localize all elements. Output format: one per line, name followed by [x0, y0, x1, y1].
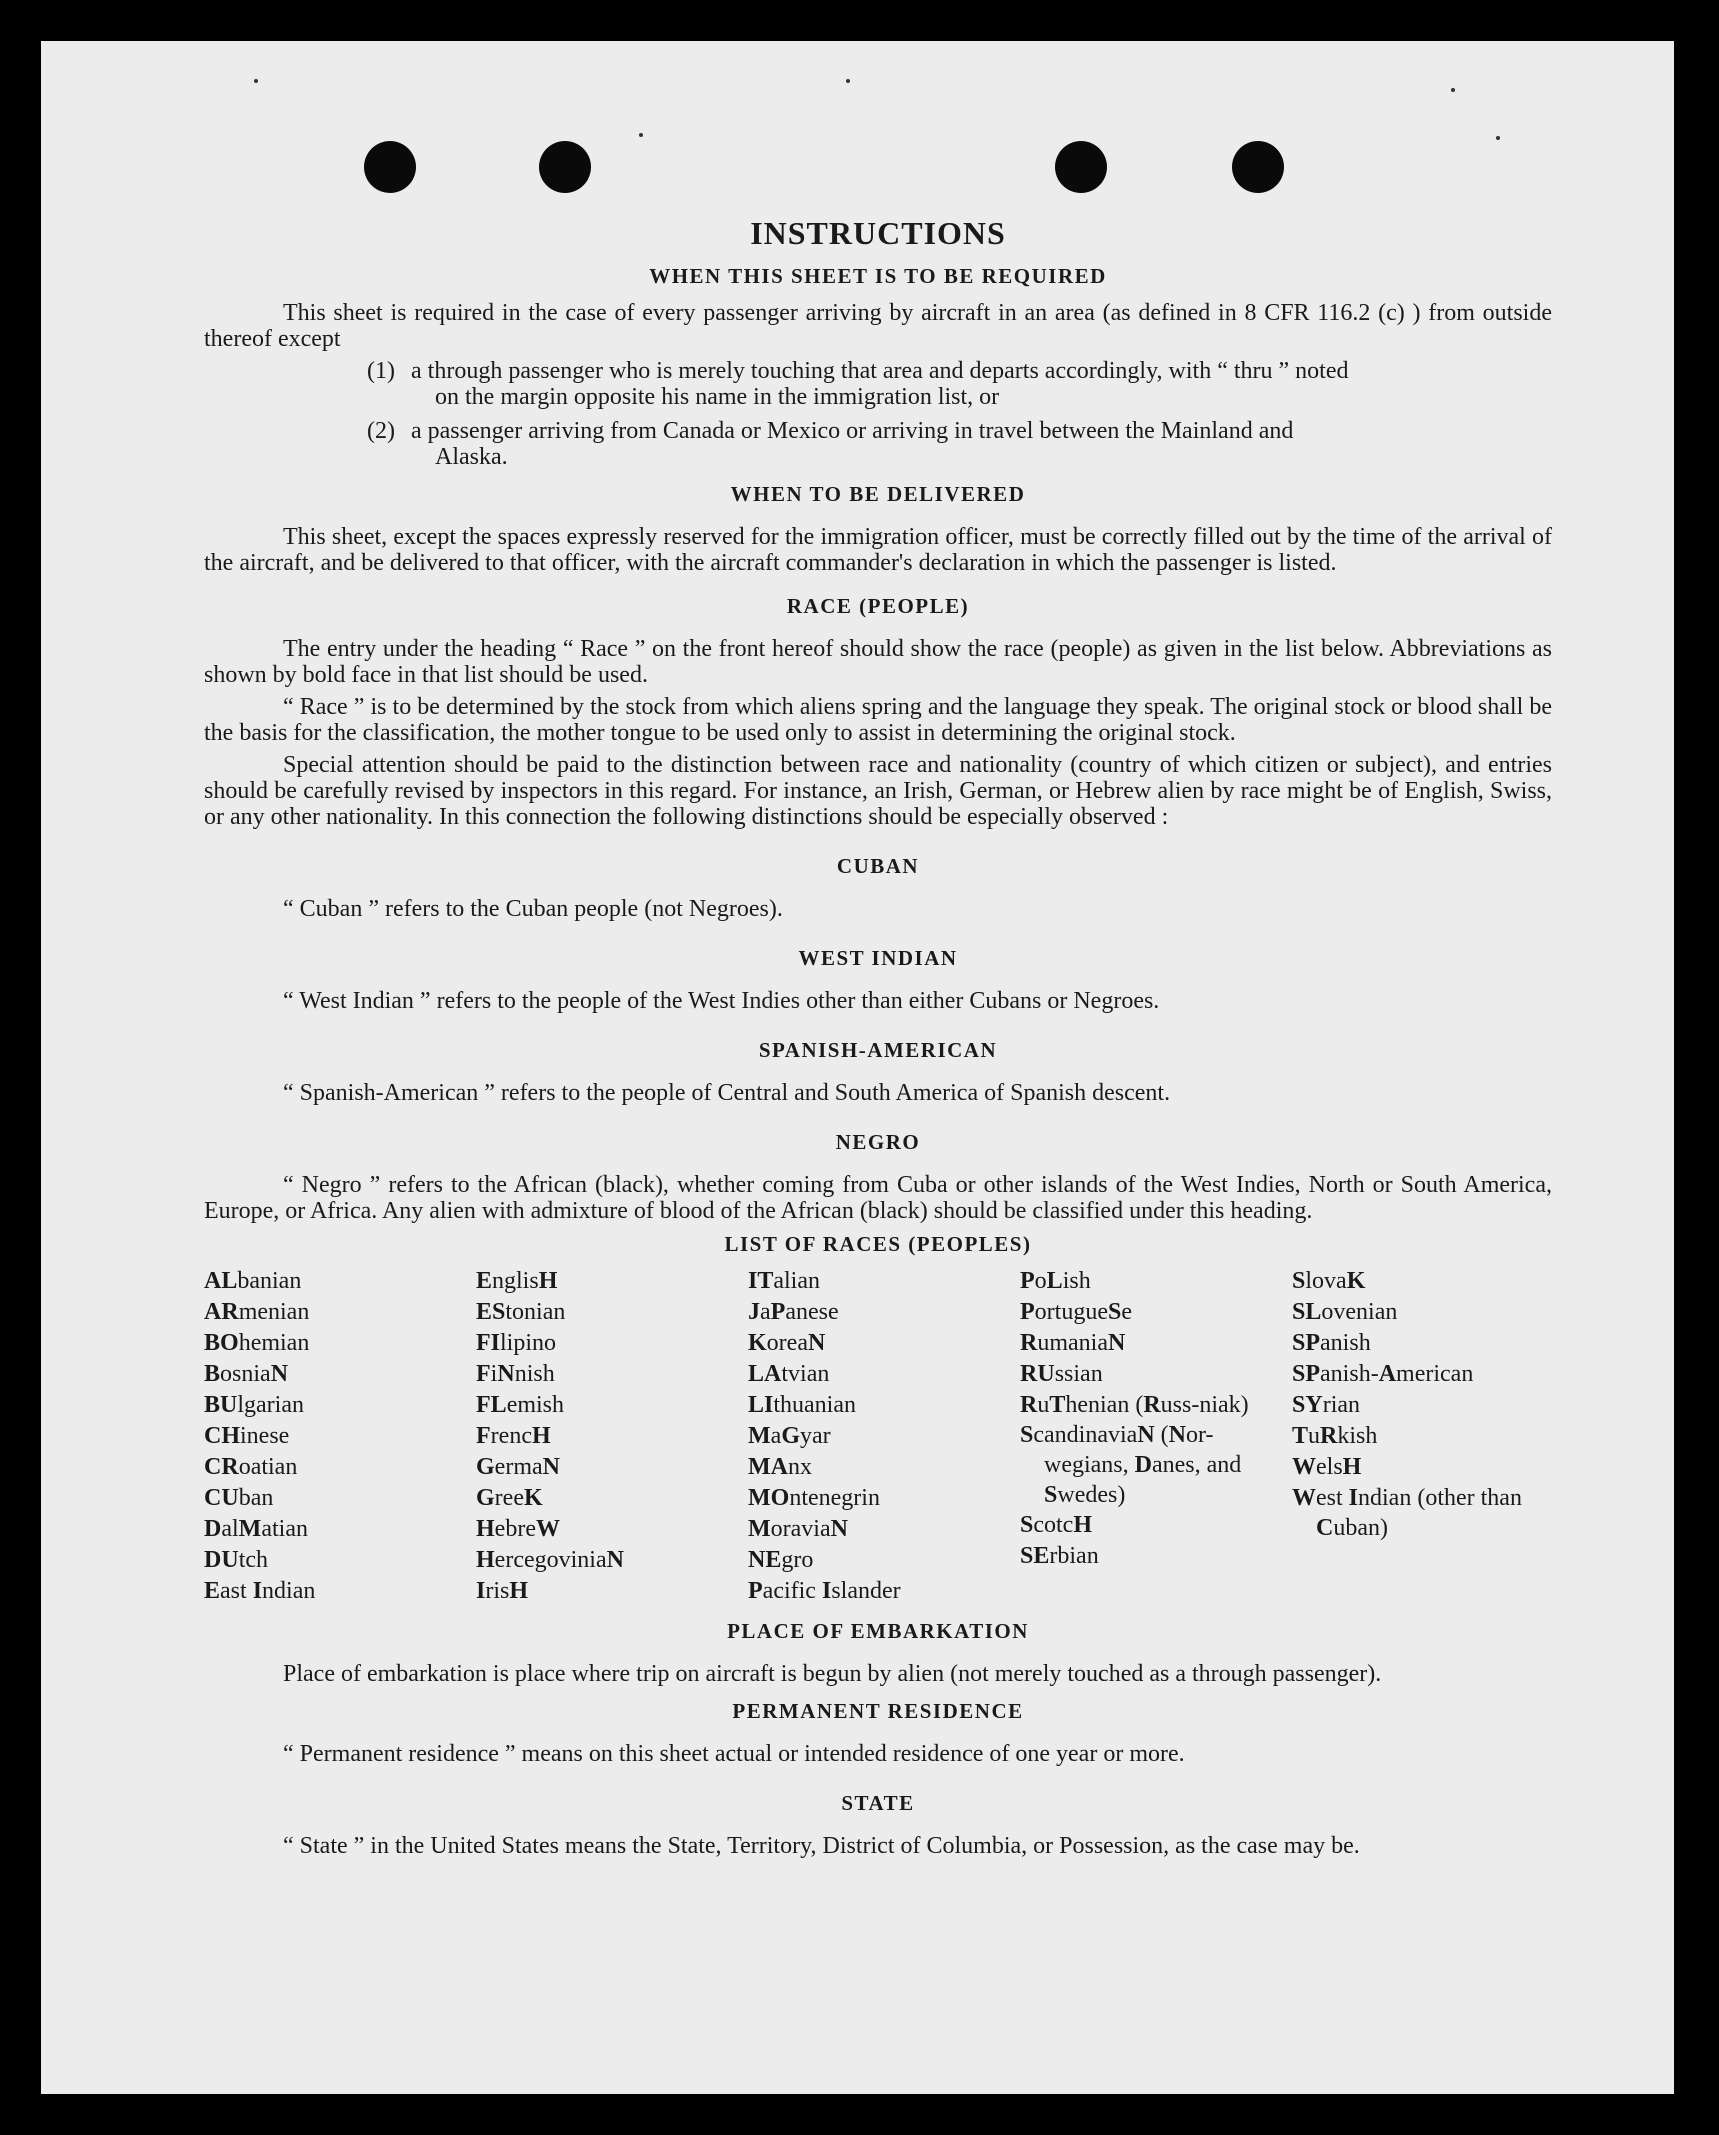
- item-number: (2): [367, 418, 395, 444]
- race-entry: FrencH: [476, 1423, 551, 1449]
- paragraph: This sheet is required in the case of every passenger arriving by aircraft in an area (as defined in 8 CFR 116.2 (c) ) from outside thereof except: [204, 300, 1552, 352]
- list-item: [367, 418, 1552, 470]
- paragraph: The entry under the heading “ Race ” on the front hereof should show the race (people) as given in the list below. Abbreviations as shown by bold face in that list should be used.: [204, 636, 1552, 688]
- race-column: [1020, 1266, 1292, 1607]
- race-entry: PortugueSe: [1020, 1299, 1132, 1325]
- race-entry: SErbian: [1020, 1543, 1099, 1569]
- section-heading: RACE (PEOPLE): [786, 594, 970, 618]
- race-entry: ALbanian: [204, 1268, 302, 1294]
- section-heading: PLACE OF EMBARKATION: [727, 1619, 1029, 1643]
- race-entry: EStonian: [476, 1299, 566, 1325]
- section-heading: LIST OF RACES (PEOPLES): [724, 1232, 1032, 1256]
- race-entry: WelsH: [1292, 1454, 1362, 1480]
- item-number: (1): [367, 358, 395, 384]
- paragraph: “ Spanish-American ” refers to the people of Central and South America of Spanish descent.: [283, 1080, 1171, 1106]
- race-column: [748, 1266, 1020, 1607]
- paragraph: “ Permanent residence ” means on this sheet actual or intended residence of one year or more.: [283, 1741, 1185, 1767]
- race-entry: ARmenian: [204, 1299, 310, 1325]
- race-entry: MaGyar: [748, 1423, 831, 1449]
- paragraph: “ State ” in the United States means the State, Territory, District of Columbia, or Possession, as the case may be.: [283, 1833, 1360, 1859]
- race-entry: SPanish-American: [1292, 1361, 1474, 1387]
- page-title: INSTRUCTIONS: [750, 215, 1006, 251]
- race-entry: ScandinaviaN (Nor-wegians, Danes, and Swedes): [1020, 1422, 1242, 1508]
- race-entry: LIthuanian: [748, 1392, 856, 1418]
- section-heading: WHEN THIS SHEET IS TO BE REQUIRED: [649, 264, 1107, 288]
- race-entry: SYrian: [1292, 1392, 1361, 1418]
- race-entry: BUlgarian: [204, 1392, 304, 1418]
- section-heading: WHEN TO BE DELIVERED: [730, 482, 1026, 506]
- race-entry: MAnx: [748, 1454, 812, 1480]
- paragraph: This sheet, except the spaces expressly reserved for the immigration officer, must be correctly filled out by the time of the arrival of the aircraft, and be delivered to that officer, with the aircraft commander's declaration in which the passenger is listed.: [204, 524, 1552, 576]
- paragraph: Place of embarkation is place where trip on aircraft is begun by alien (not merely touched as a through passenger).: [283, 1661, 1382, 1687]
- race-entry: GermaN: [476, 1454, 560, 1480]
- list-item: [367, 358, 1552, 410]
- item-text-continued: Alaska.: [435, 444, 508, 470]
- paragraph: “ West Indian ” refers to the people of the West Indies other than either Cubans or Negroes.: [283, 988, 1160, 1014]
- instructions-content: [204, 169, 1552, 1859]
- race-entry: DUtch: [204, 1547, 269, 1573]
- race-entry: SPanish: [1292, 1330, 1371, 1356]
- race-entry: CRoatian: [204, 1454, 298, 1480]
- paragraph: “ Cuban ” refers to the Cuban people (not Negroes).: [283, 896, 783, 922]
- race-entry: CUban: [204, 1485, 274, 1511]
- paragraph: “ Negro ” refers to the African (black), whether coming from Cuba or other islands of the West Indies, North or South America, Europe, or Africa. Any alien with admixture of blood of the African (black) should be classified under this heading.: [204, 1172, 1552, 1224]
- race-column: [476, 1266, 748, 1607]
- race-entry: TuRkish: [1292, 1423, 1378, 1449]
- item-text-continued: on the margin opposite his name in the immigration list, or: [435, 384, 1000, 410]
- race-entry: PoLish: [1020, 1268, 1091, 1294]
- race-entry: FiNnish: [476, 1361, 555, 1387]
- race-entry: MOntenegrin: [748, 1485, 880, 1511]
- race-list: [204, 1266, 1552, 1607]
- paper-speck: [639, 133, 643, 137]
- paper-speck: [846, 79, 850, 83]
- section-heading: SPANISH-AMERICAN: [758, 1038, 998, 1062]
- race-entry: CHinese: [204, 1423, 290, 1449]
- paper-speck: [254, 79, 258, 83]
- item-text: a through passenger who is merely touching that area and departs accordingly, with “ thru ” noted: [411, 358, 1349, 384]
- race-entry: SLovenian: [1292, 1299, 1398, 1325]
- race-entry: DalMatian: [204, 1516, 308, 1542]
- race-entry: FIlipino: [476, 1330, 557, 1356]
- race-entry: MoraviaN: [748, 1516, 848, 1542]
- race-entry: SlovaK: [1292, 1268, 1366, 1294]
- race-entry: East Indian: [204, 1578, 316, 1604]
- race-entry: JaPanese: [748, 1299, 839, 1325]
- race-entry: RuThenian (Russ-niak): [1020, 1392, 1249, 1418]
- document-page: [41, 41, 1674, 2094]
- race-entry: ITalian: [748, 1268, 820, 1294]
- race-column: [204, 1266, 476, 1607]
- race-entry: ScotcH: [1020, 1512, 1093, 1538]
- race-entry: BOhemian: [204, 1330, 310, 1356]
- race-entry: FLemish: [476, 1392, 565, 1418]
- section-heading: NEGRO: [835, 1130, 921, 1154]
- section-heading: PERMANENT RESIDENCE: [732, 1699, 1024, 1723]
- race-entry: NEgro: [748, 1547, 814, 1573]
- paragraph: “ Race ” is to be determined by the stock from which aliens spring and the language they speak. The original stock or blood shall be the basis for the classification, the mother tongue to be used only to assist in determining the original stock.: [204, 694, 1552, 746]
- race-entry: RUssian: [1020, 1361, 1103, 1387]
- race-column: [1292, 1266, 1552, 1607]
- race-entry: GreeK: [476, 1485, 543, 1511]
- race-entry: West Indian (other than Cuban): [1292, 1485, 1522, 1541]
- race-entry: KoreaN: [748, 1330, 826, 1356]
- paper-speck: [1451, 88, 1455, 92]
- race-entry: HercegoviniaN: [476, 1547, 624, 1573]
- race-entry: RumaniaN: [1020, 1330, 1126, 1356]
- race-entry: LAtvian: [748, 1361, 830, 1387]
- section-heading: CUBAN: [836, 854, 920, 878]
- race-entry: HebreW: [476, 1516, 560, 1542]
- paper-speck: [1496, 136, 1500, 140]
- race-entry: EnglisH: [476, 1268, 558, 1294]
- item-text: a passenger arriving from Canada or Mexico or arriving in travel between the Mainland and: [411, 418, 1294, 444]
- section-heading: STATE: [841, 1791, 915, 1815]
- race-entry: BosniaN: [204, 1361, 289, 1387]
- race-entry: IrisH: [476, 1578, 529, 1604]
- section-heading: WEST INDIAN: [798, 946, 958, 970]
- race-entry: Pacific Islander: [748, 1578, 901, 1604]
- paragraph: Special attention should be paid to the distinction between race and nationality (country of which citizen or subject), and entries should be carefully revised by inspectors in this regard. For instance, an Irish, German, or Hebrew alien by race might be of English, Swiss, or any other nationality. In this connection the following distinctions should be especially observed :: [204, 752, 1552, 830]
